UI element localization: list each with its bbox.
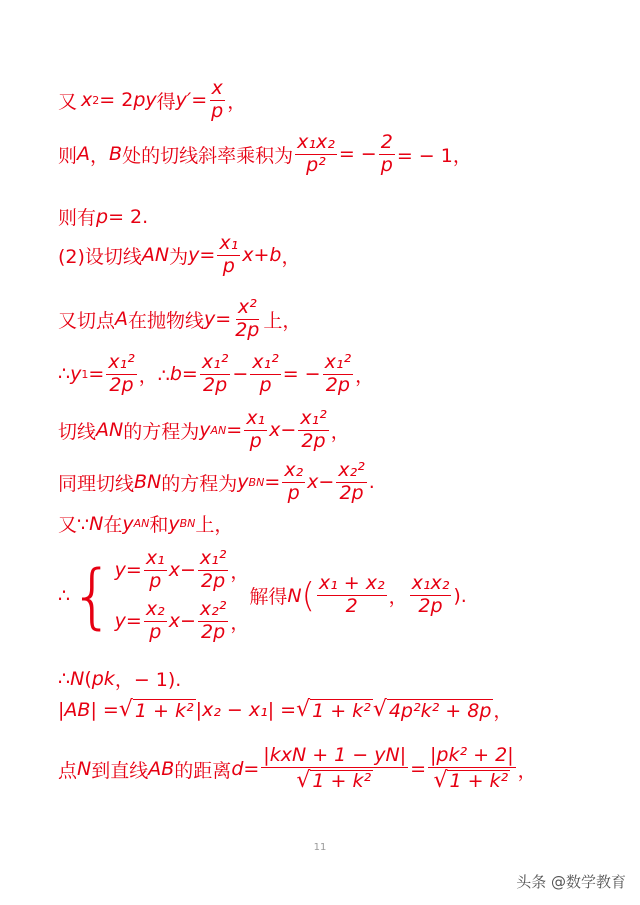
var: x	[307, 471, 319, 494]
formula-line-13	[58, 745, 537, 793]
text: 在抛物线	[128, 309, 205, 332]
var: py	[133, 89, 157, 112]
text: =	[125, 610, 142, 633]
text: =	[264, 471, 281, 494]
var: A	[77, 143, 91, 166]
text: ，	[355, 364, 375, 387]
denominator: 2p	[418, 595, 443, 618]
formula-line-5	[58, 297, 301, 342]
numerator: x	[211, 77, 223, 99]
numerator: |kxN + 1 − yN|	[263, 744, 407, 766]
text: −	[280, 419, 297, 442]
var: x	[269, 419, 281, 442]
text: ，	[330, 420, 350, 443]
text: ，	[281, 245, 301, 268]
var: y	[237, 471, 249, 494]
numerator: x₁²	[199, 547, 227, 569]
text: 上，	[195, 514, 234, 536]
formula-line-9	[58, 510, 233, 537]
formula-line-2	[58, 132, 472, 177]
numerator: 2	[380, 131, 393, 153]
denominator: 2p	[202, 373, 228, 396]
text: 在	[103, 514, 123, 536]
text: =	[88, 363, 105, 386]
text: =	[243, 758, 260, 781]
text: 为	[169, 245, 189, 268]
text: ，	[230, 611, 250, 634]
fraction	[144, 599, 167, 644]
denominator: p	[222, 254, 235, 277]
text: 到直线	[91, 759, 149, 782]
fraction	[428, 745, 516, 793]
text: −	[318, 471, 335, 494]
fraction	[295, 132, 337, 177]
formula-line-12	[58, 696, 512, 723]
var: A	[115, 308, 129, 331]
fraction	[106, 352, 136, 397]
text: =	[410, 758, 427, 781]
var: b	[269, 244, 282, 267]
fraction	[198, 548, 228, 593]
text: ，	[90, 144, 110, 167]
fraction	[323, 352, 353, 397]
text: 上，	[263, 309, 302, 332]
system-row-2	[115, 599, 250, 644]
denominator: 2p	[339, 481, 364, 504]
var: y	[188, 244, 200, 267]
denominator: p	[149, 620, 162, 643]
var: y	[168, 512, 180, 535]
text: =	[199, 244, 216, 267]
var: y	[70, 363, 82, 386]
watermark: 头条 @数学教育	[516, 873, 626, 891]
fraction	[317, 573, 387, 618]
denominator: 2p	[201, 569, 226, 592]
text: = −	[282, 363, 321, 386]
text: 解得	[249, 586, 288, 609]
left-brace: {	[70, 554, 115, 637]
fraction	[379, 132, 395, 177]
var: x	[81, 89, 93, 112]
text: ，− 1).	[114, 669, 182, 691]
sqrt	[431, 768, 512, 793]
text: ，	[230, 560, 250, 583]
text: −	[179, 610, 196, 633]
text: 又	[58, 90, 78, 113]
subscript: 1	[81, 367, 89, 381]
text: =	[181, 363, 198, 386]
text: =	[125, 559, 142, 582]
formula-line-6	[58, 352, 374, 397]
text: ，	[227, 90, 247, 113]
fraction	[209, 78, 225, 123]
var: N	[70, 667, 85, 690]
sqrt	[119, 697, 196, 722]
exp: 2	[92, 93, 100, 107]
numerator: x₁	[219, 232, 239, 254]
formula-line-3	[58, 203, 148, 230]
system-rows	[115, 548, 250, 643]
text: +	[253, 244, 270, 267]
text: = −	[338, 143, 377, 166]
fraction	[233, 297, 261, 342]
formula-line-11	[58, 665, 181, 692]
text: =	[215, 308, 232, 331]
numerator: x₂²	[338, 459, 365, 481]
denominator: p	[287, 481, 300, 504]
fraction	[336, 460, 366, 505]
denominator: 2	[345, 595, 358, 618]
denominator: 2p	[109, 373, 134, 396]
text: =	[226, 419, 243, 442]
text: ∴	[58, 667, 71, 690]
text: 切线	[58, 420, 97, 443]
text: ∴	[58, 363, 71, 386]
numerator: |pk² + 2|	[430, 744, 514, 766]
numerator: x₁²	[252, 351, 279, 373]
radical-sign: √	[372, 697, 387, 722]
text: ，	[517, 759, 537, 782]
var: AN	[141, 244, 170, 267]
var: BN	[134, 471, 162, 494]
denominator: 2p	[201, 620, 226, 643]
fraction	[144, 548, 167, 593]
numerator: x₁²	[300, 407, 327, 429]
text: ，∴	[138, 364, 170, 387]
var: pk	[91, 667, 115, 690]
numerator: x₁x₂	[411, 572, 450, 595]
var: N	[89, 512, 104, 535]
fraction	[244, 408, 267, 453]
text: .	[368, 471, 375, 494]
formula-line-8	[58, 460, 375, 505]
var: AB	[64, 698, 91, 721]
var: y	[114, 610, 126, 633]
radicand: 1 + k²	[312, 700, 371, 722]
sqrt	[373, 697, 494, 722]
text: 的距离	[174, 759, 232, 782]
numerator: x₂	[145, 597, 165, 620]
radical-sign: √	[118, 697, 133, 722]
var: y′	[175, 89, 192, 112]
numerator: x₂	[284, 459, 304, 481]
var: AB	[148, 758, 175, 781]
text: =	[191, 89, 208, 112]
numerator: x₁x₂	[297, 131, 335, 153]
formula-line-1	[58, 78, 246, 123]
radicand: 4p²k² + 8p	[388, 700, 492, 722]
text: 又切点	[58, 309, 116, 332]
denominator: p	[149, 569, 162, 592]
var: y	[199, 419, 211, 442]
fraction	[410, 573, 452, 618]
denominator: p	[249, 429, 262, 452]
sqrt	[294, 768, 375, 793]
var: x	[242, 244, 254, 267]
fraction	[282, 460, 305, 505]
therefore-symbol: ∴	[58, 584, 71, 607]
text: |x₂ − x₁| =	[195, 698, 297, 721]
subscript: BN	[248, 475, 265, 489]
text: 得	[156, 90, 176, 113]
numerator: x₁²	[108, 351, 135, 373]
text: (2)设切线	[58, 245, 142, 268]
fraction	[198, 599, 228, 644]
denominator: p²	[306, 153, 326, 176]
text: 和	[149, 514, 169, 536]
text: = 2.	[108, 205, 149, 228]
denominator: 2p	[301, 429, 326, 452]
text: ，	[493, 700, 513, 722]
fraction	[298, 408, 328, 453]
radicand: 1 + k²	[449, 770, 509, 793]
denominator: p	[259, 373, 272, 396]
text: ).	[453, 584, 467, 607]
var: y	[114, 559, 126, 582]
radical-sign: √	[296, 697, 311, 722]
sqrt	[296, 697, 373, 722]
fraction	[217, 233, 240, 278]
var: y	[204, 308, 216, 331]
system-row-1	[115, 548, 250, 593]
numerator: x₁	[246, 407, 266, 429]
text: 的方程为	[161, 472, 238, 495]
numerator: x₁²	[324, 351, 352, 373]
subscript: BN	[179, 517, 196, 530]
left-paren: (	[301, 575, 315, 616]
denominator: p	[211, 99, 224, 122]
text: 则有	[58, 207, 97, 229]
var: B	[109, 143, 123, 166]
var: d	[231, 758, 244, 781]
numerator: x₁	[145, 547, 165, 569]
fraction	[261, 745, 408, 793]
subscript: AN	[210, 423, 227, 437]
text: = 2	[99, 89, 134, 112]
text: 点	[58, 759, 78, 782]
page-number: 11	[313, 842, 327, 853]
numerator: x₂²	[199, 597, 227, 620]
radical-sign: √	[296, 767, 311, 793]
text: 则	[58, 144, 78, 167]
numerator: x₁ + x₂	[318, 572, 385, 595]
var: N	[77, 758, 92, 781]
var: N	[287, 584, 302, 607]
text: 处的切线斜率乘积为	[122, 144, 294, 167]
var: AN	[96, 419, 124, 442]
numerator: x₁²	[201, 351, 229, 373]
text: 的方程为	[123, 420, 200, 443]
text: |	[58, 698, 65, 721]
text: 同理切线	[58, 472, 135, 495]
var: x	[168, 610, 180, 633]
equation-system	[58, 548, 467, 643]
fraction	[200, 352, 230, 397]
text: | =	[90, 698, 119, 721]
var: b	[169, 363, 182, 386]
var: x	[168, 559, 180, 582]
radical-sign: √	[433, 767, 448, 793]
var: p	[96, 205, 109, 228]
formula-line-7	[58, 408, 350, 453]
denominator: p	[380, 153, 393, 176]
text: = − 1，	[396, 144, 472, 167]
formula-line-4	[58, 233, 300, 278]
text: (	[84, 667, 92, 690]
text: ，	[388, 586, 408, 609]
numerator: x²	[237, 296, 257, 318]
fraction	[250, 352, 280, 397]
text: −	[232, 363, 249, 386]
denominator: 2p	[235, 318, 260, 341]
denominator: 2p	[325, 373, 350, 396]
text: 又∵	[58, 514, 90, 536]
text: −	[179, 559, 196, 582]
var: y	[122, 512, 134, 535]
radicand: 1 + k²	[134, 700, 194, 722]
radicand: 1 + k²	[312, 770, 372, 793]
subscript: AN	[133, 517, 150, 530]
